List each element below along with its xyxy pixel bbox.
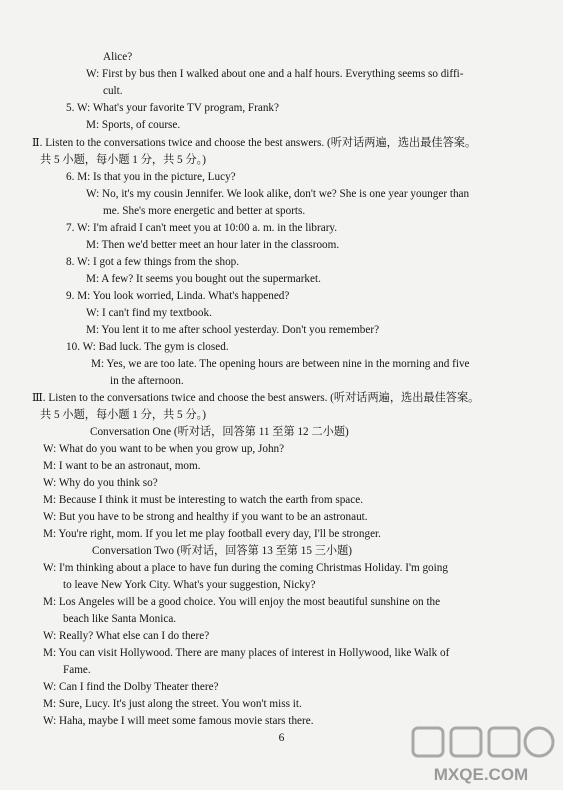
text-line: M: A few? It seems you bought out the supermarket. bbox=[86, 273, 321, 285]
text-line: Conversation One (听对话，回答第 11 至第 12 二小题) bbox=[90, 426, 349, 438]
text-line: to leave New York City. What's your suggestion, Nicky? bbox=[63, 579, 316, 591]
text-line: W: First by bus then I walked about one and a half hours. Everything seems so diffi- bbox=[86, 68, 464, 80]
text-line: M: Because I think it must be interesting to watch the earth from space. bbox=[43, 494, 363, 506]
text-line: M: Los Angeles will be a good choice. You will enjoy the most beautiful sunshine on the bbox=[43, 596, 441, 608]
text-line: Ⅲ. Listen to the conversations twice and choose the best answers. (听对话两遍，选出最佳答案。 bbox=[32, 392, 480, 404]
text-line: 5. W: What's your favorite TV program, Frank? bbox=[66, 102, 279, 114]
text-line: W: What do you want to be when you grow up, John? bbox=[43, 443, 285, 455]
text-line: 6. M: Is that you in the picture, Lucy? bbox=[66, 171, 236, 183]
text-line: 10. W: Bad luck. The gym is closed. bbox=[66, 341, 229, 353]
text-line: 共 5 小题，每小题 1 分，共 5 分。) bbox=[40, 154, 206, 166]
text-line: W: Haha, maybe I will meet some famous movie stars there. bbox=[43, 715, 314, 727]
text-line: M: You can visit Hollywood. There are many places of interest in Hollywood, like Walk of bbox=[43, 647, 450, 659]
text-line: M: Sports, of course. bbox=[86, 119, 181, 131]
text-line: W: No, it's my cousin Jennifer. We look alike, don't we? She is one year younger than bbox=[86, 188, 470, 200]
text-line: cult. bbox=[103, 85, 123, 97]
text-line: beach like Santa Monica. bbox=[63, 613, 177, 625]
text-line: Conversation Two (听对话，回答第 13 至第 15 三小题) bbox=[92, 545, 353, 557]
text-line: me. She's more energetic and better at sports. bbox=[103, 205, 306, 217]
text-line: M: You lent it to me after school yesterday. Don't you remember? bbox=[86, 324, 380, 336]
text-line: W: But you have to be strong and healthy if you want to be an astronaut. bbox=[43, 511, 368, 523]
text-line: W: Can I find the Dolby Theater there? bbox=[43, 681, 219, 693]
text-line: in the afternoon. bbox=[110, 375, 184, 387]
watermark-logo bbox=[407, 724, 557, 786]
text-line: Ⅱ. Listen to the conversations twice and choose the best answers. (听对话两遍，选出最佳答案。 bbox=[32, 137, 477, 149]
text-line: M: You're right, mom. If you let me play football every day, I'll be stronger. bbox=[43, 528, 381, 540]
text-line: W: Really? What else can I do there? bbox=[43, 630, 210, 642]
text-line: M: Yes, we are too late. The opening hours are between nine in the morning and five bbox=[91, 358, 470, 370]
text-line: M: I want to be an astronaut, mom. bbox=[43, 460, 201, 472]
text-line: 共 5 小题，每小题 1 分，共 5 分。) bbox=[40, 409, 206, 421]
text-line: W: Why do you think so? bbox=[43, 477, 158, 489]
text-line: Alice? bbox=[103, 51, 133, 63]
watermark-text: MXQE.COM bbox=[433, 765, 529, 784]
text-line: 7. W: I'm afraid I can't meet you at 10:00 a. m. in the library. bbox=[66, 222, 338, 234]
text-line: Fame. bbox=[63, 664, 91, 676]
text-line: 8. W: I got a few things from the shop. bbox=[66, 256, 240, 268]
text-line: M: Then we'd better meet an hour later in the classroom. bbox=[86, 239, 340, 251]
page-number: 6 bbox=[278, 732, 285, 744]
text-line: 9. M: You look worried, Linda. What's happened? bbox=[66, 290, 290, 302]
text-line: W: I'm thinking about a place to have fun during the coming Christmas Holiday. I'm going bbox=[43, 562, 448, 574]
text-line: M: Sure, Lucy. It's just along the street. You won't miss it. bbox=[43, 698, 302, 710]
text-line: W: I can't find my textbook. bbox=[86, 307, 212, 319]
